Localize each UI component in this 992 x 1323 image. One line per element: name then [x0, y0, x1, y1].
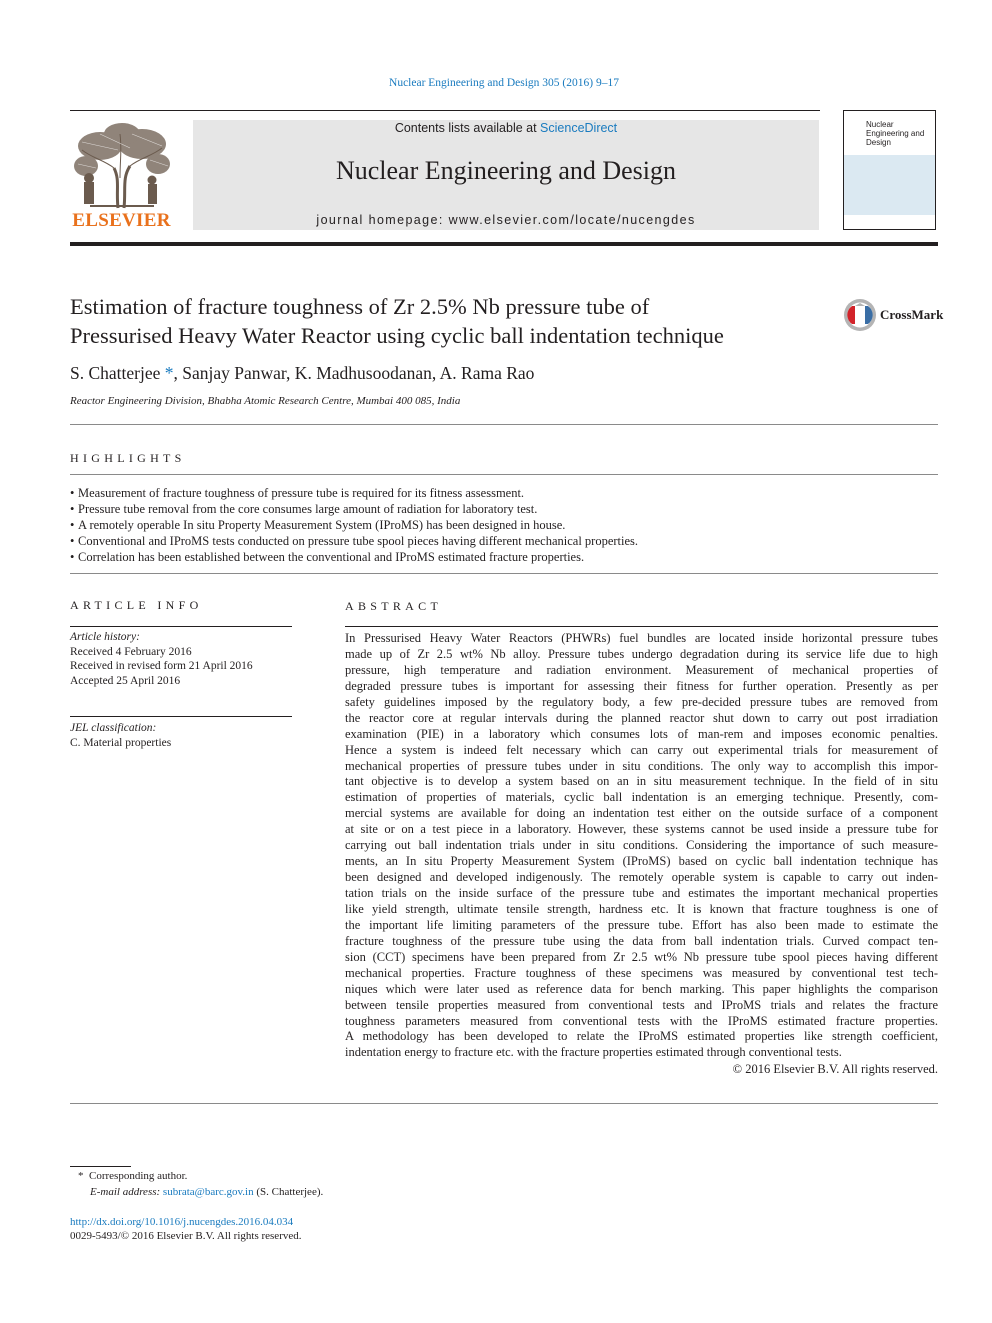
- contents-availability: [193, 121, 819, 135]
- abstract-copyright: © 2016 Elsevier B.V. All rights reserved.: [732, 1062, 938, 1076]
- author-chatterjee: S. Chatterjee: [70, 363, 161, 383]
- article-history: [70, 630, 253, 689]
- abstract-line: mechanical properties of pressure tubes under in situ conditions. The only way to accomplish this impor-: [345, 758, 938, 773]
- highlight-text: Pressure tube removal from the core consumes large amount of radiation for laboratory test.: [78, 501, 538, 516]
- abstract-line: In Pressurised Heavy Water Reactors (PHWRs) fuel bundles are located inside horizontal pressure tubes: [345, 631, 938, 645]
- highlight-item: [70, 518, 938, 534]
- sciencedirect-link[interactable]: ScienceDirect: [540, 121, 618, 135]
- highlight-item: [70, 486, 938, 502]
- jel-label: JEL classification:: [70, 722, 157, 734]
- abstract-line: indentation energy to fracture etc. with the fracture properties estimated through conventional tests.: [345, 1045, 842, 1060]
- abstract-heading: ABSTRACT: [345, 599, 443, 613]
- crossmark-icon[interactable]: [843, 298, 877, 332]
- issn-copyright: 0029-5493/© 2016 Elsevier B.V. All rights reserved.: [70, 1230, 302, 1242]
- article-title: [70, 292, 840, 350]
- author-list: [70, 363, 534, 384]
- article-history-label: Article history:: [70, 631, 140, 643]
- abstract-line: the reactor core at regular intervals during the planned reactor shut down to carry out post irradiation: [345, 710, 938, 725]
- cover-image-band: [844, 155, 935, 215]
- affiliation: Reactor Engineering Division, Bhabha Atomic Research Centre, Mumbai 400 085, India: [70, 395, 461, 407]
- divider: [70, 573, 938, 574]
- abstract-line: tation trials on the inside surface of the pressure tube and estimates the important mechanical properties: [345, 886, 938, 900]
- doi-link[interactable]: http://dx.doi.org/10.1016/j.nucengdes.2016.04.034: [70, 1216, 294, 1228]
- abstract-line: Hence a system is indeed felt necessary which can carry out experimental trials for measurement of: [345, 742, 938, 757]
- footnote-marker: *: [78, 1170, 84, 1182]
- abstract-line: been designed and developed indigenously. The remotely operable system is capable to carry out inden-: [345, 870, 938, 885]
- abstract-line: carrying out ball indentation trials under in situ conditions. Considering the importance of such measure-: [345, 838, 938, 853]
- abstract-line: examination (PIE) in a laboratory which consumes lots of man-rem and imposes economic penalties.: [345, 726, 938, 741]
- divider: [70, 474, 938, 475]
- abstract-line: A methodology has been developed to relate the IProMS estimated properties like strength coefficient,: [345, 1029, 938, 1044]
- corresponding-text: Corresponding author.: [89, 1170, 188, 1182]
- other-authors: , Sanjay Panwar, K. Madhusoodanan, A. Rama Rao: [173, 363, 535, 383]
- article-info-rule: [70, 626, 292, 627]
- abstract-line: degraded pressure tubes is important for assessing their fitness for further operation. Presently as per: [345, 678, 938, 693]
- journal-reference-link[interactable]: Nuclear Engineering and Design 305 (2016) 9–17: [389, 77, 619, 89]
- abstract-line: mercial systems are available for doing an indentation test either on the outside surface of a component: [345, 806, 938, 821]
- bullet-icon: •: [70, 501, 75, 516]
- article-info-heading: ARTICLE INFO: [70, 598, 203, 612]
- elsevier-wordmark: ELSEVIER: [72, 210, 171, 231]
- bullet-icon: •: [70, 486, 75, 500]
- highlight-text: Conventional and IProMS tests conducted on pressure tube spool pieces having different mechanical properties.: [78, 533, 639, 548]
- email-label: E-mail address:: [90, 1186, 161, 1198]
- abstract-line: niques which were later used as reference data for bench marking. This paper highlights the comparison: [345, 981, 938, 996]
- highlight-text: A remotely operable In situ Property Measurement System (IProMS) has been designed in house.: [78, 517, 566, 532]
- abstract-line: safety guidelines imposed by the regulatory body, a few pre-decided pressure tubes are removed from: [345, 694, 938, 709]
- bullet-icon: •: [70, 517, 75, 532]
- highlight-item: [70, 534, 938, 550]
- bullet-icon: •: [70, 549, 75, 564]
- divider: [70, 424, 938, 425]
- abstract-line: at site or on a test piece in a laboratory. However, these systems cannot be used inside a pressure tube for: [345, 822, 938, 837]
- abstract-line: mechanical properties. Fracture toughness of these specimens was measured by conventional test tech-: [345, 965, 938, 980]
- header-top-rule: [70, 110, 820, 111]
- highlight-item: [70, 502, 938, 518]
- highlight-item: [70, 550, 938, 566]
- abstract-line: the important life limiting parameters of the pressure tube. Effort has also been made to estimate the: [345, 917, 938, 932]
- journal-homepage[interactable]: journal homepage: www.elsevier.com/locate/nucengdes: [316, 213, 696, 227]
- corresponding-author-marker[interactable]: *: [164, 363, 174, 383]
- abstract-line: between tensile properties measured from conventional tests and IProMS trials and relates the fracture: [345, 997, 938, 1012]
- footnote-rule: [70, 1166, 131, 1167]
- abstract-body: [345, 631, 938, 1061]
- divider: [70, 1103, 938, 1104]
- abstract-line: estimation of properties of materials, cyclic ball indentation is an emerging technique. Presently, com-: [345, 790, 938, 805]
- email-owner: (S. Chatterjee).: [253, 1186, 324, 1198]
- contents-prefix: Contents lists available at: [394, 121, 541, 135]
- cover-journal-title: Nuclear Engineering and Design: [866, 120, 925, 147]
- jel-classification: [70, 721, 171, 750]
- email-link[interactable]: subrata@barc.gov.in: [162, 1186, 254, 1198]
- article-title-line-2: Pressurised Heavy Water Reactor using cyclic ball indentation technique: [70, 323, 724, 348]
- header-thick-rule: [70, 242, 938, 246]
- abstract-line: like yield strength, ultimate tensile strength, hardness etc. It is known that fracture toughness is one of: [345, 901, 938, 916]
- revised-date: Received in revised form 21 April 2016: [70, 660, 253, 673]
- bullet-icon: •: [70, 533, 75, 548]
- crossmark-label[interactable]: CrossMark: [880, 307, 944, 322]
- abstract-line: toughness parameters measured from conventional tests with the IProMS estimated fracture properties.: [345, 1013, 938, 1028]
- abstract-line: made up of Zr 2.5 wt% Nb alloy. Pressure tubes undergo degradation during its service life due to high: [345, 646, 938, 661]
- article-title-line-1: Estimation of fracture toughness of Zr 2.5% Nb pressure tube of: [70, 294, 650, 319]
- abstract-line: tant objective is to develop a system based on an in situ measurement technique. In the field of in situ: [345, 774, 938, 789]
- abstract-line: fracture toughness of the pressure tube using the data from ball indentation trials. Curved compact ten-: [345, 933, 938, 948]
- highlights-heading: HIGHLIGHTS: [70, 451, 186, 465]
- email-note: [90, 1186, 323, 1198]
- abstract-line: sion (CCT) specimens have been prepared from Zr 2.5 wt% Nb pressure tube spool pieces having different: [345, 949, 938, 964]
- journal-title[interactable]: Nuclear Engineering and Design: [335, 156, 677, 185]
- highlight-text: Measurement of fracture toughness of pressure tube is required for its fitness assessment.: [78, 486, 525, 500]
- accepted-date: Accepted 25 April 2016: [70, 675, 181, 688]
- article-info-rule: [70, 716, 292, 717]
- highlight-text: Correlation has been established between the conventional and IProMS estimated fracture properties.: [78, 549, 585, 564]
- abstract-line: ments, an In situ Property Measurement System (IProMS) based on cyclic ball indentation technique has: [345, 854, 938, 869]
- jel-value: C. Material properties: [70, 736, 172, 749]
- abstract-line: pressure, high temperature and radiation environment. Measurement of mechanical properties of: [345, 662, 938, 677]
- abstract-rule: [345, 626, 938, 627]
- received-date: Received 4 February 2016: [70, 645, 192, 658]
- corresponding-author-note: [78, 1170, 187, 1182]
- highlights-list: [70, 486, 938, 566]
